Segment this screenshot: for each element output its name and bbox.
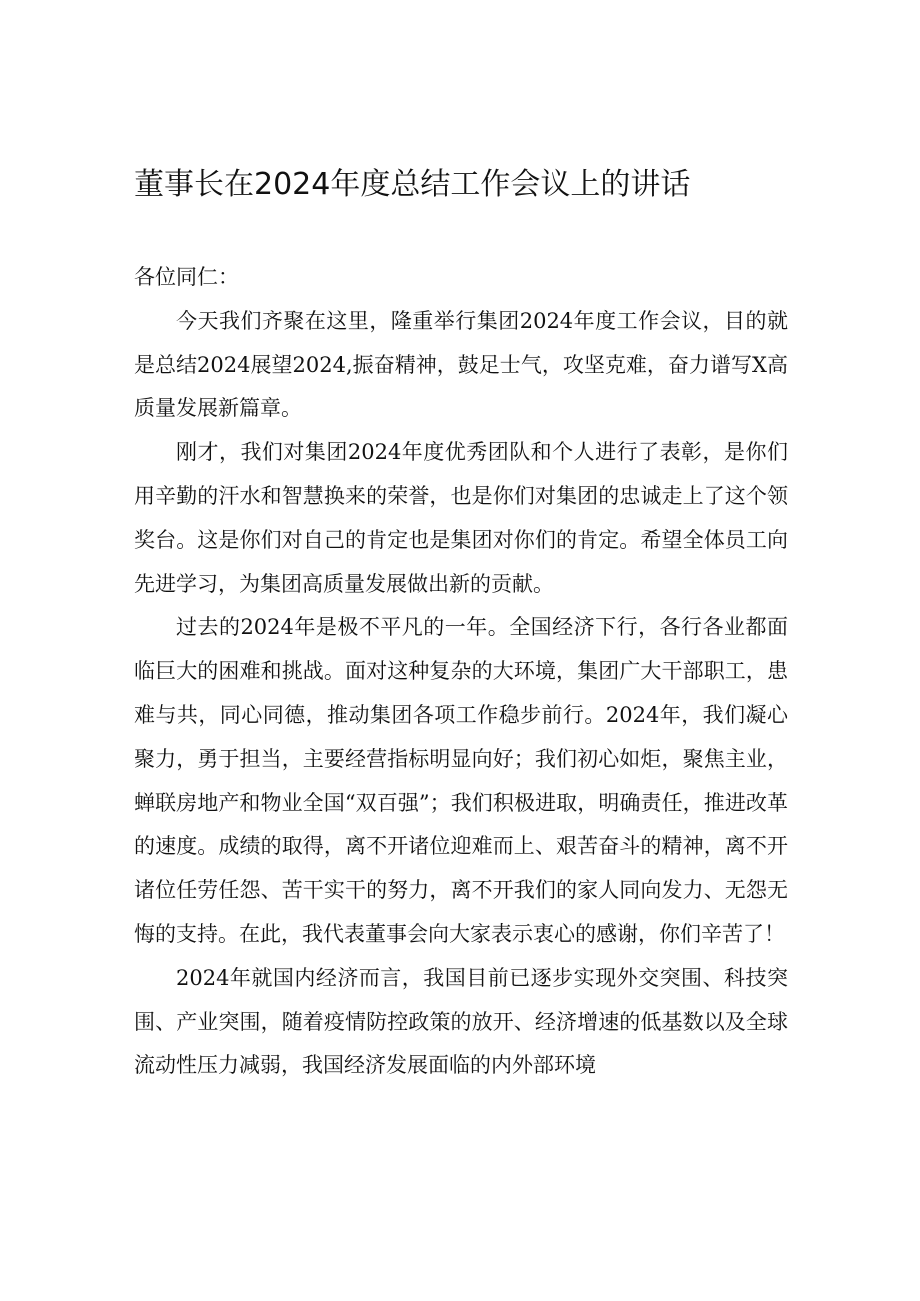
document-body [134, 256, 788, 1088]
document-title: 董事长在2024年度总结工作会议上的讲话 [134, 167, 691, 202]
paragraph-2: 刚才，我们对集团2024年度优秀团队和个人进行了表彰，是你们用辛勤的汗水和智慧换来的荣誉，也是你们对集团的忠诚走上了这个领奖台。这是你们对自己的肯定也是集团对你们的肯定。希望全体员工向先进学习，为集团高质量发展做出新的贡献。 [134, 440, 788, 596]
paragraph-4: 2024年就国内经济而言，我国目前已逐步实现外交突围、科技突围、产业突围，随着疫情防控政策的放开、经济增速的低基数以及全球流动性压力减弱，我国经济发展面临的内外部环境 [134, 965, 788, 1078]
paragraph-1: 今天我们齐聚在这里，隆重举行集团2024年度工作会议，目的就是总结2024展望2024,振奋精神，鼓足士气，攻坚克难，奋力谱写X高质量发展新篇章。 [134, 308, 788, 421]
salutation: 各位同仁： [134, 265, 239, 289]
paragraph-3: 过去的2024年是极不平凡的一年。全国经济下行，各行各业都面临巨大的困难和挑战。面对这种复杂的大环境，集团广大干部职工，患难与共，同心同德，推动集团各项工作稳步前行。2024年，我们凝心聚力，勇于担当，主要经营指标明显向好；我们初心如炬，聚焦主业，蝉联房地产和物业全国“双百强”；我们积极进取，明确责任，推进改革的速度。成绩的取得，离不开诸位迎难而上、艰苦奋斗的精神，离不开诸位任劳任怨、苦干实干的努力，离不开我们的家人同向发力、无怨无悔的支持。在此，我代表董事会向大家表示衷心的感谢，你们辛苦了！ [134, 615, 788, 946]
